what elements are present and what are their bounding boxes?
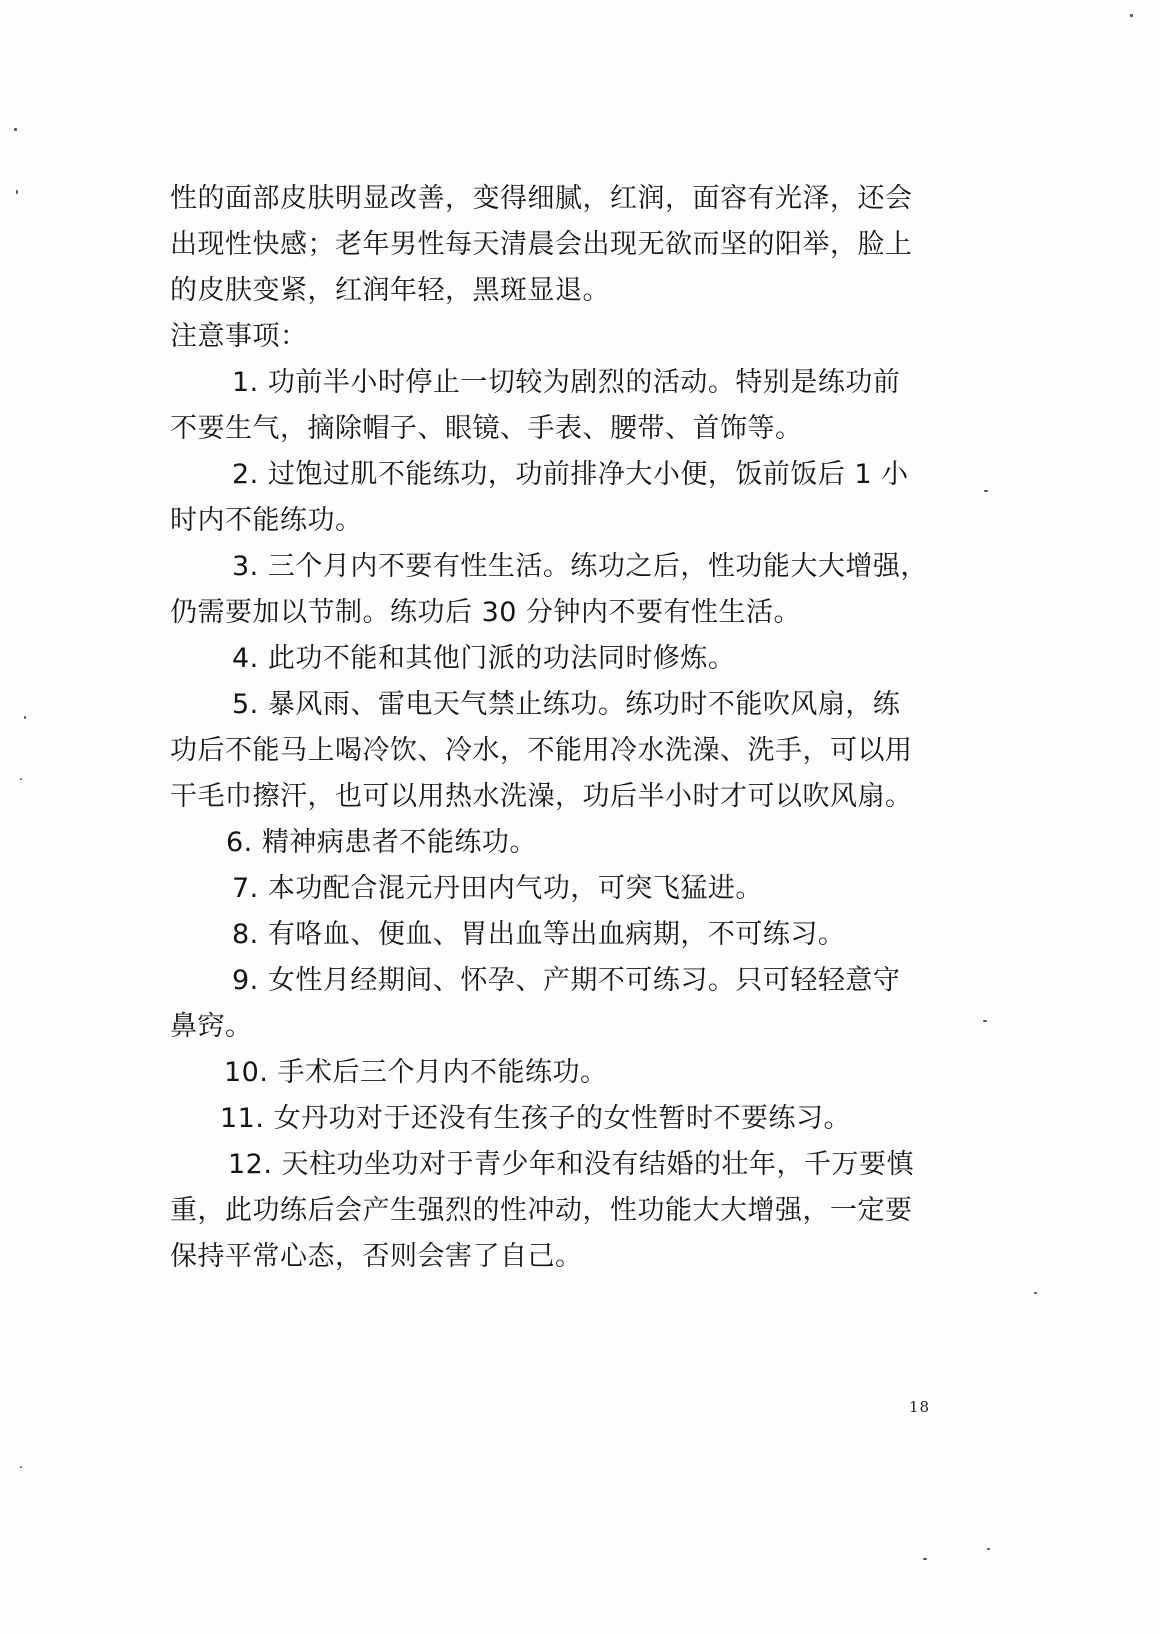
list-item-5: 5. 暴风雨、雷电天气禁止练功。练功时不能吹风扇，练 [232, 689, 901, 720]
scan-speck [983, 1020, 987, 1022]
scan-speck [14, 128, 17, 131]
list-item-2-continued: 时内不能练功。 [170, 505, 363, 536]
list-item-8: 8. 有咯血、便血、胃出血等出血病期，不可练习。 [232, 919, 846, 950]
list-item-12: 12. 天柱功坐功对于青少年和没有结婚的壮年，千万要慎 [228, 1149, 915, 1180]
text-line: 出现性快感；老年男性每天清晨会出现无欲而坚的阳举，脸上 [170, 229, 913, 260]
scan-speck [16, 190, 18, 194]
scan-speck [20, 778, 22, 780]
list-item-12-continued: 重，此功练后会产生强烈的性冲动，性功能大大增强，一定要 [170, 1195, 913, 1226]
list-item-5-continued: 功后不能马上喝冷饮、冷水，不能用冷水洗澡、洗手，可以用 [170, 735, 913, 766]
text-line: 性的面部皮肤明显改善，变得细腻，红润，面容有光泽，还会 [170, 183, 913, 214]
list-item-1-continued: 不要生气，摘除帽子、眼镜、手表、腰带、首饰等。 [170, 413, 803, 444]
section-heading: 注意事项： [170, 321, 308, 352]
scan-speck [20, 1466, 22, 1468]
list-item-9: 9. 女性月经期间、怀孕、产期不可练习。只可轻轻意守 [232, 965, 901, 996]
text-line: 的皮肤变紧，红润年轻，黑斑显退。 [170, 275, 610, 306]
page-number: 18 [909, 1398, 931, 1416]
scan-speck [1130, 14, 1133, 17]
scan-speck [1034, 1292, 1037, 1294]
list-item-7: 7. 本功配合混元丹田内气功，可突飞猛进。 [232, 873, 763, 904]
list-item-5-continued: 干毛巾擦汗，也可以用热水洗澡，功后半小时才可以吹风扇。 [170, 781, 913, 812]
list-item-12-continued: 保持平常心态，否则会害了自己。 [170, 1241, 583, 1272]
list-item-3: 3. 三个月内不要有性生活。练功之后，性功能大大增强， [232, 551, 928, 582]
scan-speck [24, 716, 26, 719]
list-item-6: 6. 精神病患者不能练功。 [226, 827, 537, 858]
scan-speck [923, 1558, 927, 1560]
scan-speck [984, 490, 988, 492]
list-item-11: 11. 女丹功对于还没有生孩子的女性暂时不要练习。 [220, 1103, 852, 1134]
list-item-4: 4. 此功不能和其他门派的功法同时修炼。 [232, 643, 736, 674]
list-item-9-continued: 鼻窍。 [170, 1011, 253, 1042]
list-item-10: 10. 手术后三个月内不能练功。 [224, 1057, 608, 1088]
list-item-1: 1. 功前半小时停止一切较为剧烈的活动。特别是练功前 [232, 367, 901, 398]
list-item-2: 2. 过饱过肌不能练功，功前排净大小便，饭前饭后 1 小 [232, 459, 909, 490]
scan-speck [987, 1548, 990, 1550]
list-item-3-continued: 仍需要加以节制。练功后 30 分钟内不要有性生活。 [170, 597, 802, 628]
